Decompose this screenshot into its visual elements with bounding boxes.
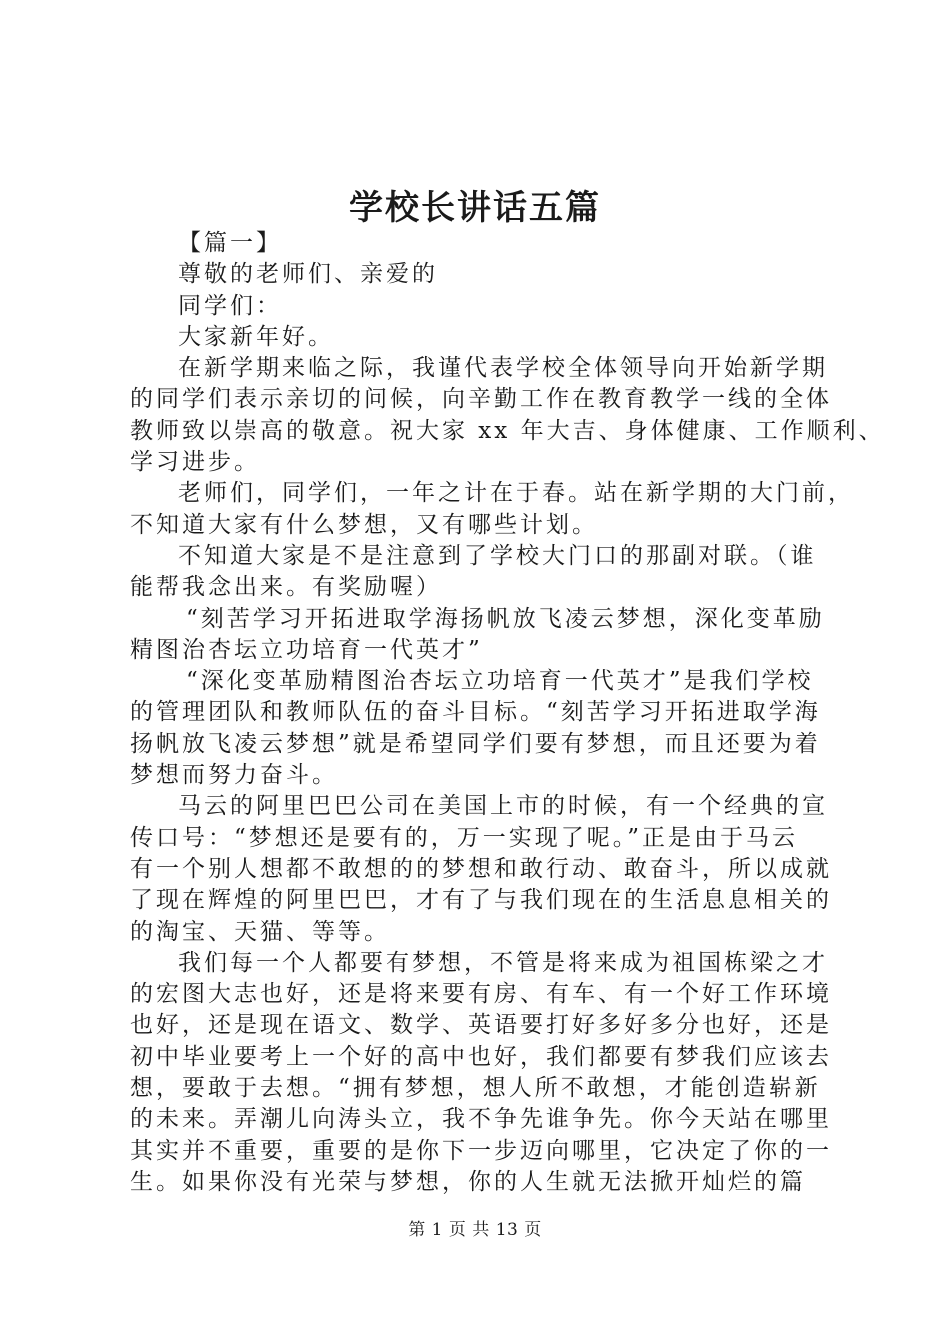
paragraph-line: 传口号：“梦想还是要有的，万一实现了呢。”正是由于马云 bbox=[130, 824, 799, 851]
paragraph-line: 教师致以崇高的敬意。祝大家 xx 年大吉、身体健康、工作顺利、 bbox=[130, 417, 885, 444]
paragraph-line: 梦想而努力奋斗。 bbox=[130, 762, 338, 789]
paragraph-line: 的管理团队和教师队伍的奋斗目标。“刻苦学习开拓进取学海 bbox=[130, 699, 821, 726]
paragraph-line: 的未来。弄潮儿向涛头立，我不争先谁争先。你今天站在哪里 bbox=[130, 1106, 832, 1133]
section-heading: 【篇一】 bbox=[178, 230, 282, 256]
paragraph-line: 老师们，同学们，一年之计在于春。站在新学期的大门前， bbox=[178, 480, 854, 507]
paragraph-line: “刻苦学习开拓进取学海扬帆放飞凌云梦想，深化变革励 bbox=[186, 605, 825, 632]
greeting-line: 同学们： bbox=[178, 292, 282, 319]
paragraph-line: 我们每一个人都要有梦想，不管是将来成为祖国栋梁之才 bbox=[178, 949, 828, 976]
paragraph-line: 能帮我念出来。有奖励喔） bbox=[130, 574, 442, 601]
greeting-line: 尊敬的老师们、亲爱的 bbox=[178, 261, 438, 288]
paragraph-line: 生。如果你没有光荣与梦想，你的人生就无法掀开灿烂的篇 bbox=[130, 1168, 806, 1195]
paragraph-line: 想，要敢于去想。“拥有梦想，想人所不敢想，才能创造崭新 bbox=[130, 1075, 821, 1102]
paragraph-line: 精图治杏坛立功培育一代英才” bbox=[130, 636, 483, 663]
paragraph-line: “深化变革励精图治杏坛立功培育一代英才”是我们学校 bbox=[186, 668, 814, 695]
paragraph-line: 的宏图大志也好，还是将来要有房、有车、有一个好工作环境 bbox=[130, 981, 832, 1008]
paragraph-line: 的淘宝、天猫、等等。 bbox=[130, 918, 390, 945]
paragraph-line: 初中毕业要考上一个好的高中也好，我们都要有梦我们应该去 bbox=[130, 1043, 832, 1070]
page-number-footer: 第 1 页 共 13 页 bbox=[408, 1220, 542, 1240]
paragraph-line: 了现在辉煌的阿里巴巴，才有了与我们现在的生活息息相关的 bbox=[130, 887, 832, 914]
paragraph-line: 其实并不重要，重要的是你下一步迈向哪里，它决定了你的一 bbox=[130, 1137, 832, 1164]
document-title: 学校长讲话五篇 bbox=[349, 188, 601, 228]
document-body bbox=[130, 228, 885, 1198]
paragraph-line: 也好，还是现在语文、数学、英语要打好多好多分也好，还是 bbox=[130, 1012, 832, 1039]
paragraph-line: 学习进步。 bbox=[130, 449, 260, 476]
paragraph-line: 的同学们表示亲切的问候，向辛勤工作在教育教学一线的全体 bbox=[130, 386, 832, 413]
paragraph-line: 在新学期来临之际，我谨代表学校全体领导向开始新学期 bbox=[178, 355, 828, 382]
paragraph-line: 马云的阿里巴巴公司在美国上市的时候，有一个经典的宣 bbox=[178, 793, 828, 820]
paragraph-line: 扬帆放飞凌云梦想”就是希望同学们要有梦想，而且还要为着 bbox=[130, 730, 821, 757]
greeting-line: 大家新年好。 bbox=[178, 323, 334, 350]
paragraph-line: 不知道大家有什么梦想，又有哪些计划。 bbox=[130, 511, 598, 538]
paragraph-line: 不知道大家是不是注意到了学校大门口的那副对联。（谁 bbox=[178, 542, 817, 569]
paragraph-line: 有一个别人想都不敢想的的梦想和敢行动、敢奋斗，所以成就 bbox=[130, 855, 832, 882]
